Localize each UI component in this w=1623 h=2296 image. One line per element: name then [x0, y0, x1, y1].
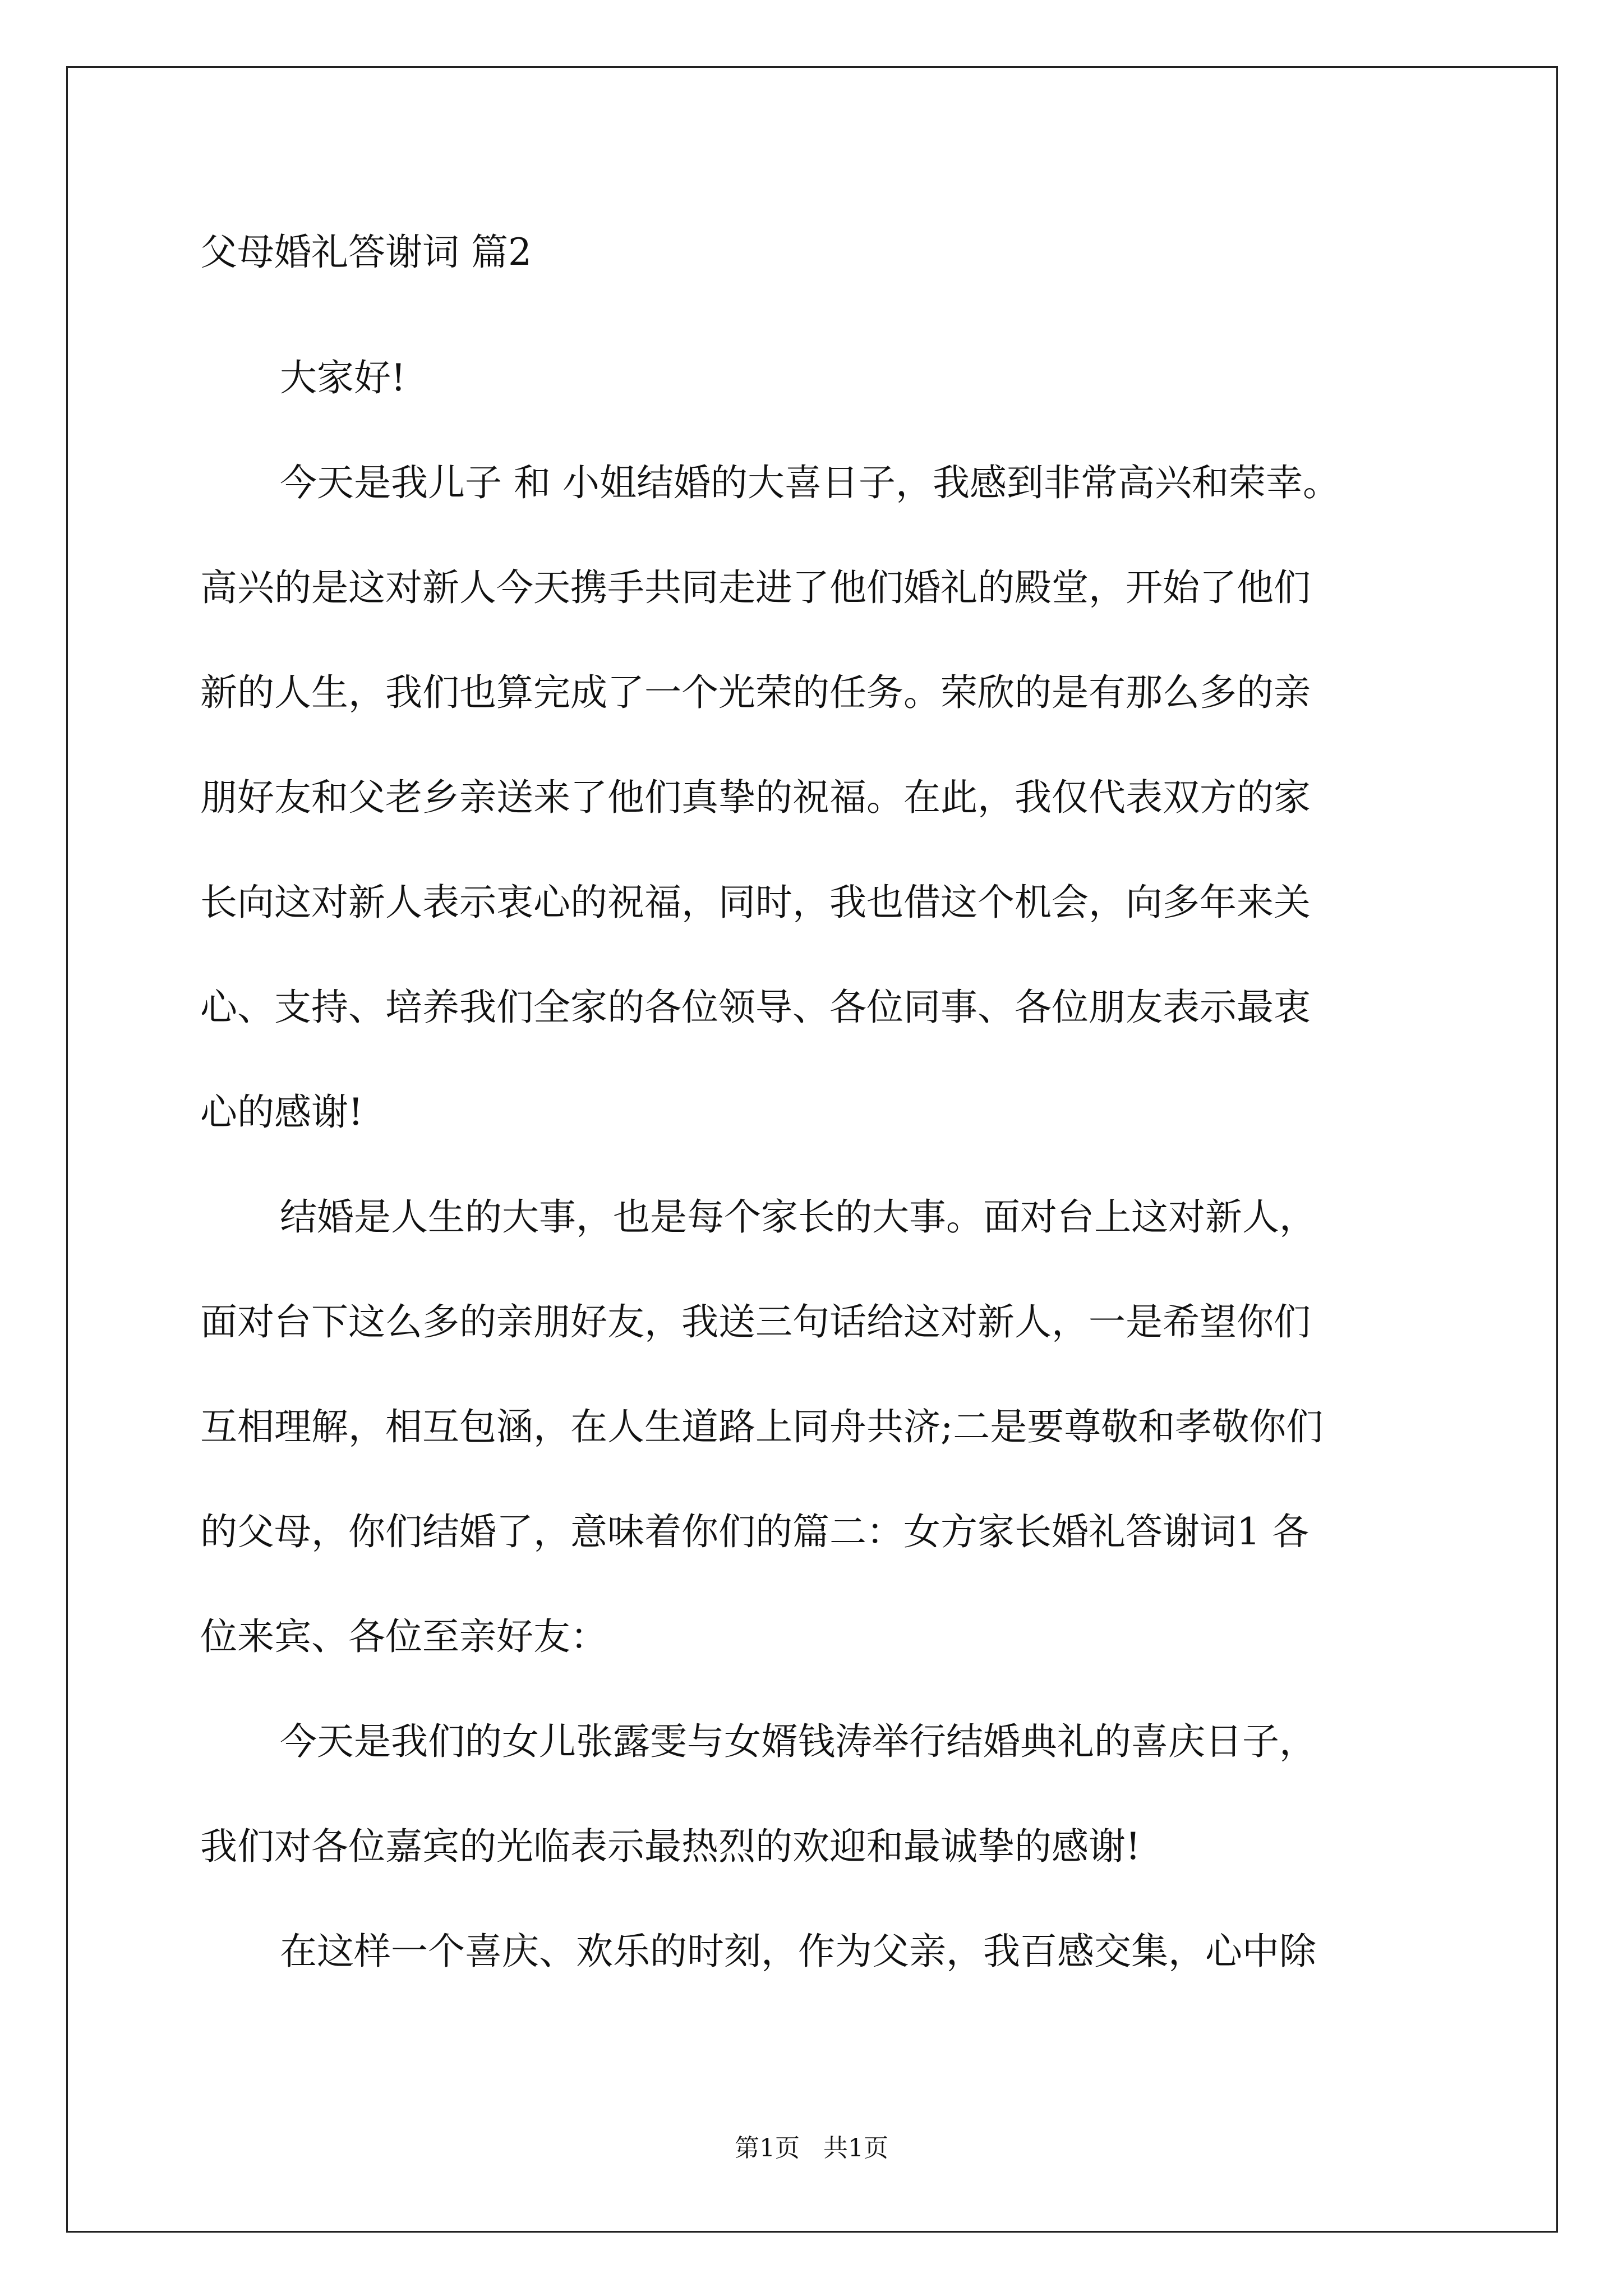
text-line: 朋好友和父老乡亲送来了他们真挚的祝福。在此，我仅代表双方的家: [200, 776, 1311, 819]
document-body: [200, 224, 1434, 2004]
text-line: 大家好!: [280, 356, 406, 399]
text-line: 长向这对新人表示衷心的祝福，同时，我也借这个机会，向多年来关: [200, 881, 1311, 924]
paragraph-2: [200, 1165, 1434, 1689]
text-line: 高兴的是这对新人今天携手共同走进了他们婚礼的殿堂，开始了他们: [200, 566, 1311, 609]
paragraph-4: [200, 1899, 1434, 2004]
paragraph-3: [200, 1689, 1434, 1899]
text-line: 我们对各位嘉宾的光临表示最热烈的欢迎和最诚挚的感谢!: [200, 1825, 1141, 1868]
paragraph-greeting: [200, 325, 1434, 430]
text-line: 面对台下这么多的亲朋好友，我送三句话给这对新人，一是希望你们: [200, 1300, 1311, 1343]
page-number-footer: 第1页 共1页: [735, 2134, 888, 2162]
text-line: 心的感谢!: [200, 1091, 363, 1134]
document-title: 父母婚礼答谢词 篇2: [200, 231, 532, 274]
text-line: 位来宾、各位至亲好友：: [200, 1615, 607, 1658]
text-line: 今天是我们的女儿张露雯与女婿钱涛举行结婚典礼的喜庆日子，: [280, 1720, 1316, 1763]
text-line: 新的人生，我们也算完成了一个光荣的任务。荣欣的是有那么多的亲: [200, 671, 1311, 714]
paragraph-1: [200, 430, 1434, 1165]
text-line: 心、支持、培养我们全家的各位领导、各位同事、各位朋友表示最衷: [200, 986, 1311, 1029]
text-line: 今天是我儿子 和 小姐结婚的大喜日子，我感到非常高兴和荣幸。: [280, 461, 1340, 504]
text-line: 的父母，你们结婚了，意味着你们的篇二：女方家长婚礼答谢词1 各: [200, 1510, 1309, 1553]
text-line: 在这样一个喜庆、欢乐的时刻，作为父亲，我百感交集，心中除: [280, 1930, 1316, 1973]
text-line: 结婚是人生的大事，也是每个家长的大事。面对台上这对新人，: [280, 1195, 1316, 1239]
text-line: 互相理解，相互包涵，在人生道路上同舟共济;二是要尊敬和孝敬你们: [200, 1405, 1324, 1448]
